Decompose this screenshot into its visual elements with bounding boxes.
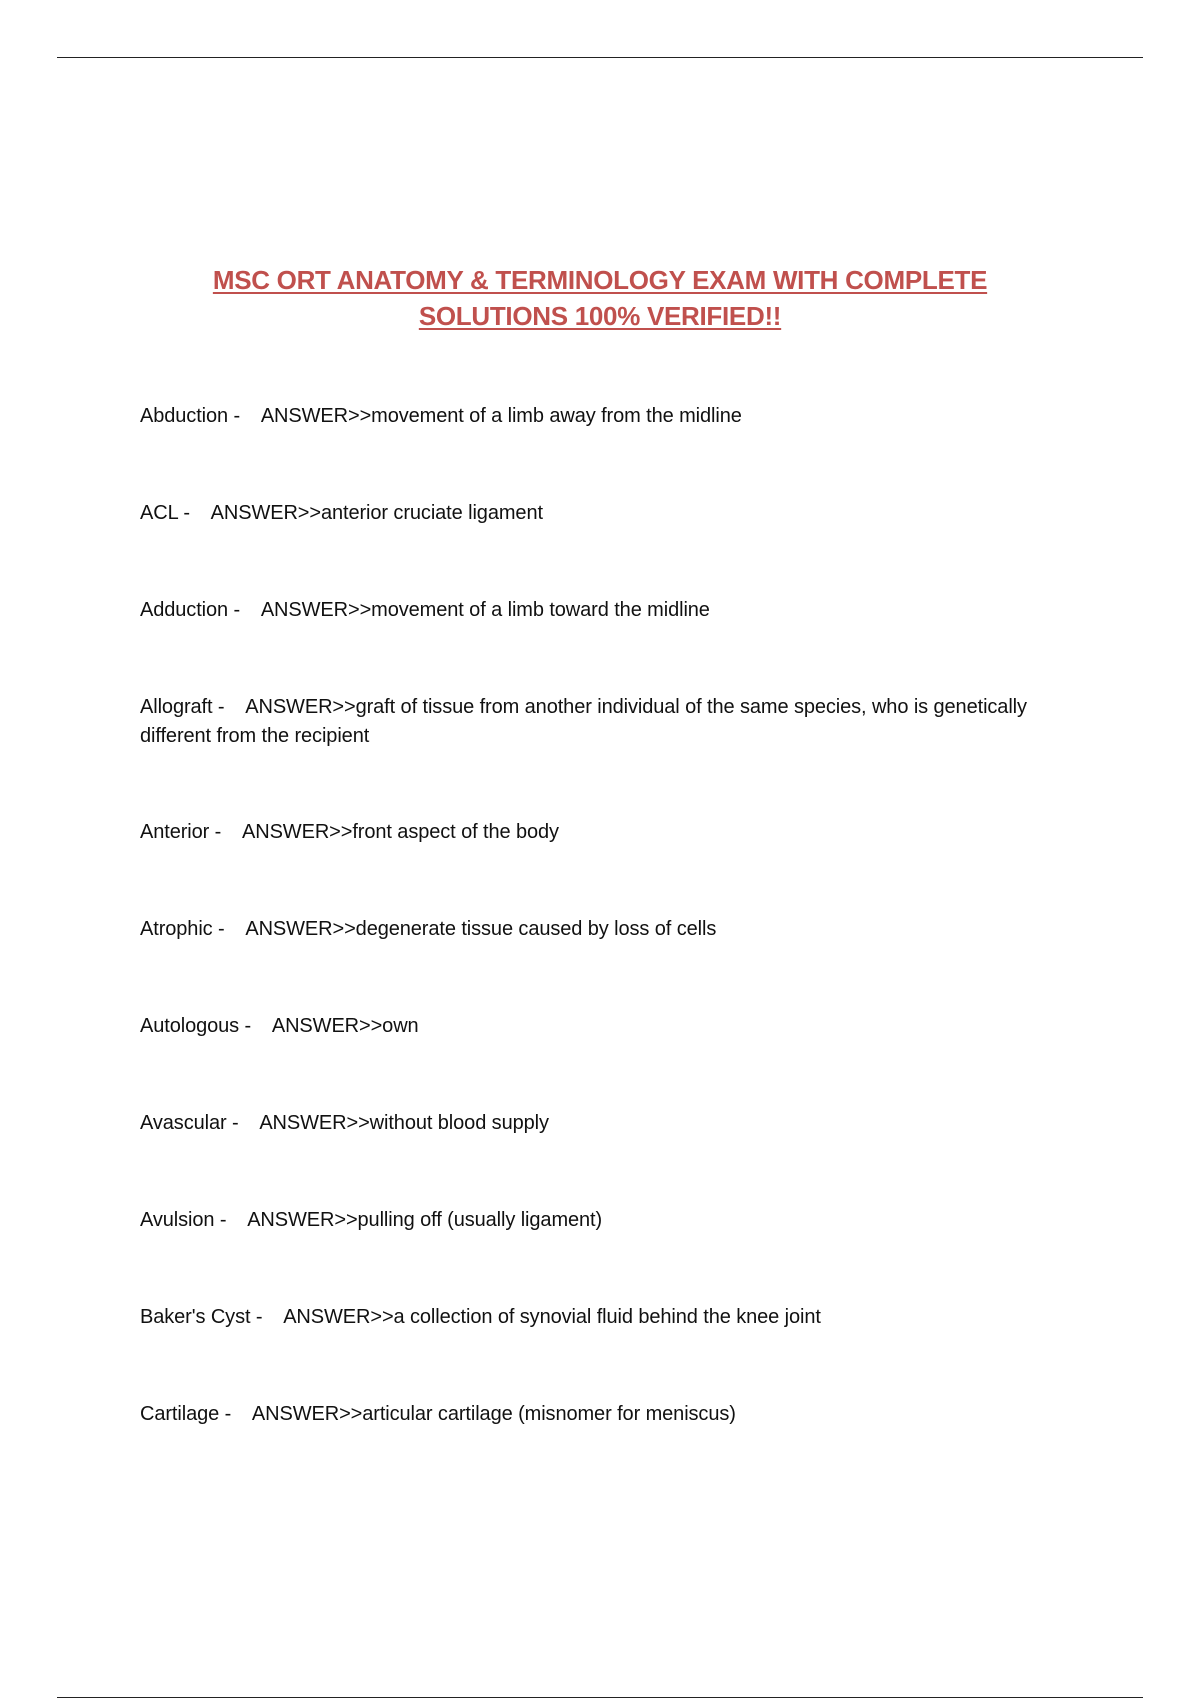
title-line-1: MSC ORT ANATOMY & TERMINOLOGY EXAM WITH COMPLETE	[212, 265, 988, 295]
entry-answer: ANSWER>>front aspect of the body	[241, 821, 559, 843]
glossary-entry-adduction	[140, 596, 1060, 625]
entry-answer: ANSWER>>anterior cruciate ligament	[210, 502, 543, 524]
entry-answer: ANSWER>>degenerate tissue caused by loss of cells	[245, 918, 717, 940]
bottom-rule	[57, 1697, 1143, 1698]
glossary-entry-bakers-cyst	[140, 1303, 1060, 1332]
glossary-entry-abduction	[140, 402, 1060, 431]
entry-answer: ANSWER>>without blood supply	[259, 1112, 549, 1134]
entry-term: Baker's Cyst -	[140, 1306, 263, 1328]
entry-answer: ANSWER>>movement of a limb away from the midline	[260, 405, 742, 427]
glossary-entry-anterior	[140, 818, 1060, 847]
entry-term: Anterior -	[140, 821, 222, 843]
glossary-entry-autologous	[140, 1012, 1060, 1041]
entry-answer: ANSWER>>pulling off (usually ligament)	[247, 1209, 603, 1231]
glossary-entry-allograft	[140, 693, 1060, 751]
entry-answer: ANSWER>>a collection of synovial fluid behind the knee joint	[283, 1306, 821, 1328]
entry-term: Autologous -	[140, 1015, 252, 1037]
entry-term: ACL -	[140, 502, 190, 524]
entry-term: Avascular -	[140, 1112, 239, 1134]
title-line-2: SOLUTIONS 100% VERIFIED!!	[418, 301, 782, 331]
entry-term: Avulsion -	[140, 1209, 227, 1231]
glossary-entry-acl	[140, 499, 1060, 528]
entry-term: Cartilage -	[140, 1403, 232, 1425]
entry-term: Allograft -	[140, 696, 225, 718]
entry-answer: ANSWER>>articular cartilage (misnomer for meniscus)	[251, 1403, 736, 1425]
glossary-entry-atrophic	[140, 915, 1060, 944]
document-title	[140, 262, 1060, 334]
entry-answer: ANSWER>>own	[271, 1015, 419, 1037]
glossary-entry-avulsion	[140, 1206, 1060, 1235]
top-rule	[57, 57, 1143, 58]
entry-answer: ANSWER>>movement of a limb toward the midline	[260, 599, 710, 621]
entry-term: Adduction -	[140, 599, 241, 621]
glossary-entry-cartilage	[140, 1400, 1060, 1429]
glossary-entry-avascular	[140, 1109, 1060, 1138]
entry-term: Abduction -	[140, 405, 241, 427]
entry-term: Atrophic -	[140, 918, 225, 940]
entry-answer: ANSWER>>graft of tissue from another individual of the same species, who is genetically different from the recipient	[140, 696, 1027, 747]
